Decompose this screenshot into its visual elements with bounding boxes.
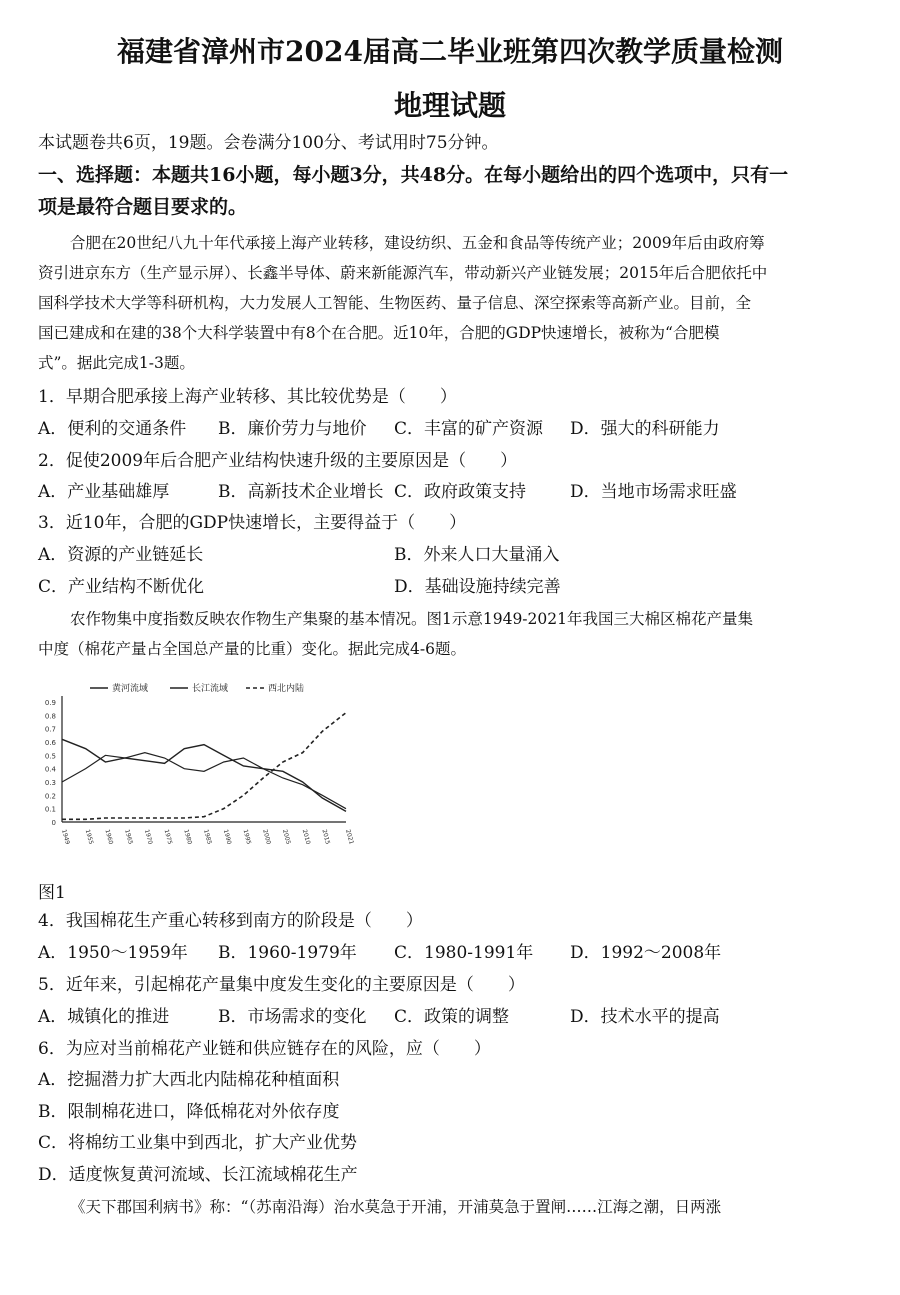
subject-title: 地理试题 — [393, 89, 506, 122]
question-2-option-d: D．当地市场需求旺盛 — [570, 482, 737, 502]
question-2-option-a: A．产业基础雄厚 — [38, 482, 170, 502]
y-tick-label: 0.3 — [44, 779, 56, 787]
question-2-stem: 2．促使2009年后合肥产业结构快速升级的主要原因是（ ） — [38, 451, 518, 471]
legend-label: 黄河流域 — [112, 684, 149, 694]
x-tick-label: 2015 — [320, 828, 332, 846]
y-tick-label: 0.1 — [44, 805, 56, 814]
question-3-option-b: B．外来人口大量涌入 — [394, 545, 560, 565]
passage2-line2: 中度（棉花产量占全国总产量的比重）变化。据此完成4-6题。 — [38, 640, 466, 658]
passage3-line1: 《天下郡国利病书》称：“（苏南沿海）治水莫急于开浦，开浦莫急于置闸……江海之潮，日两涨 — [70, 1198, 722, 1216]
y-tick-label: 0 — [51, 819, 56, 827]
y-tick-label: 0.6 — [44, 739, 56, 747]
y-tick-label: 0.9 — [44, 699, 56, 707]
question-4-option-d: D．1992～2008年 — [570, 943, 722, 963]
section-heading-line2: 项是最符合题目要求的。 — [38, 196, 248, 218]
question-6-option-c: C．将棉纺工业集中到西北，扩大产业优势 — [38, 1133, 358, 1153]
series-line-1 — [62, 739, 346, 811]
x-tick-label: 1995 — [241, 828, 253, 846]
x-tick-label: 1990 — [221, 828, 233, 846]
question-6-stem: 6．为应对当前棉花产业链和供应链存在的风险，应（ ） — [38, 1039, 491, 1059]
x-tick-label: 2010 — [300, 828, 312, 846]
y-tick-label: 0.2 — [44, 792, 56, 801]
chart-legend — [90, 682, 304, 694]
question-1-option-b: B．廉价劳力与地价 — [218, 419, 367, 439]
question-6-option-a: A．挖掘潜力扩大西北内陆棉花种植面积 — [38, 1070, 340, 1090]
legend-label: 西北内陆 — [268, 684, 305, 694]
passage2-line1: 农作物集中度指数反映农作物生产集聚的基本情况。图1示意1949-2021年我国三大棉区棉花产量集 — [70, 610, 753, 628]
x-tick-label: 1955 — [83, 828, 95, 846]
x-tick-label: 2021 — [344, 828, 355, 846]
y-tick-label: 0.5 — [44, 752, 56, 761]
figure-caption: 图1 — [38, 883, 66, 903]
x-tick-label: 1985 — [202, 828, 213, 846]
passage1-line3: 国科学技术大学等科研机构，大力发展人工智能、生物医药、量子信息、深空探索等高新产业。目前，全 — [38, 294, 752, 312]
question-3-option-a: A．资源的产业链延长 — [38, 545, 204, 565]
question-1-option-c: C．丰富的矿产资源 — [394, 419, 544, 439]
x-tick-label: 1980 — [182, 828, 194, 846]
section-heading-line1: 一、选择题：本题共16小题，每小题3分，共48分。在每小题给出的四个选项中，只有一 — [38, 164, 789, 186]
question-2-option-c: C．政府政策支持 — [394, 482, 527, 502]
question-1-option-d: D．强大的科研能力 — [570, 419, 720, 439]
question-4-option-a: A．1950～1959年 — [38, 943, 188, 963]
question-5-option-c: C．政策的调整 — [394, 1007, 510, 1027]
passage1-line5: 式”。据此完成1-3题。 — [38, 354, 195, 372]
question-4-stem: 4．我国棉花生产重心转移到南方的阶段是（ ） — [38, 911, 423, 931]
passage1-line2: 资引进京东方（生产显示屏）、长鑫半导体、蔚来新能源汽车，带动新兴产业链发展；2015年后合肥依托中 — [38, 264, 768, 282]
exam-intro: 本试题卷共6页，19题。会卷满分100分、考试用时75分钟。 — [38, 133, 499, 153]
question-4-option-b: B．1960-1979年 — [218, 943, 357, 963]
cotton-concentration-chart — [40, 672, 360, 868]
question-6-option-d: D．适度恢复黄河流域、长江流域棉花生产 — [38, 1165, 358, 1185]
question-5-option-d: D．技术水平的提高 — [570, 1007, 720, 1027]
x-tick-label: 1949 — [60, 828, 71, 846]
question-5-stem: 5．近年来，引起棉花产量集中度发生变化的主要原因是（ ） — [38, 975, 525, 995]
question-2-option-b: B．高新技术企业增长 — [218, 482, 384, 502]
chart-lines — [62, 713, 346, 820]
x-tick-label: 1970 — [142, 828, 154, 846]
y-tick-label: 0.7 — [44, 725, 56, 734]
x-tick-label: 1965 — [123, 828, 134, 846]
question-1-option-a: A．便利的交通条件 — [38, 419, 187, 439]
question-3-stem: 3．近10年，合肥的GDP快速增长，主要得益于（ ） — [38, 513, 467, 533]
x-tick-label: 1975 — [162, 828, 174, 846]
y-tick-label: 0.8 — [44, 712, 56, 721]
x-tick-label: 1960 — [103, 828, 115, 846]
question-4-option-c: C．1980-1991年 — [394, 943, 534, 963]
series-line-3 — [62, 713, 346, 820]
question-1-stem: 1．早期合肥承接上海产业转移、其比较优势是（ ） — [38, 387, 457, 407]
legend-label: 长江流域 — [192, 684, 229, 694]
passage1-line1: 合肥在20世纪八九十年代承接上海产业转移，建设纺织、五金和食品等传统产业；2009年后由政府筹 — [70, 234, 765, 252]
question-5-option-b: B．市场需求的变化 — [218, 1007, 367, 1027]
question-5-option-a: A．城镇化的推进 — [38, 1007, 170, 1027]
x-tick-label: 2000 — [261, 828, 272, 846]
question-3-option-d: D．基础设施持续完善 — [394, 577, 561, 597]
question-6-option-b: B．限制棉花进口，降低棉花对外依存度 — [38, 1102, 340, 1122]
question-3-option-c: C．产业结构不断优化 — [38, 577, 205, 597]
y-tick-label: 0.4 — [44, 765, 56, 774]
exam-title: 福建省漳州市2024届高二毕业班第四次教学质量检测 — [117, 35, 783, 68]
x-tick-label: 2005 — [280, 828, 292, 846]
passage1-line4: 国已建成和在建的38个大科学装置中有8个在合肥。近10年，合肥的GDP快速增长，被称为“合肥模 — [38, 324, 720, 342]
